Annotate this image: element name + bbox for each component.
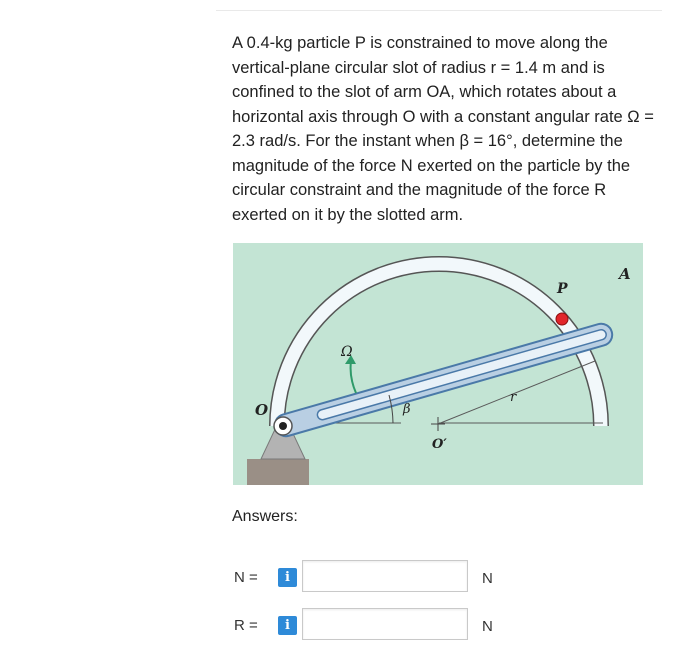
info-icon[interactable]: i	[278, 568, 297, 587]
answer-var-r: R =	[234, 617, 258, 634]
label-r: r	[510, 390, 517, 405]
ground-block	[247, 459, 309, 485]
omega-arrow	[351, 361, 356, 393]
answer-var-n: N =	[234, 569, 258, 586]
arm-slot	[316, 329, 607, 421]
problem-figure	[233, 243, 643, 485]
top-divider	[216, 10, 662, 11]
answer-unit-n: N	[482, 570, 493, 587]
label-omega: Ω	[341, 344, 353, 360]
slotted-arm	[272, 321, 615, 439]
answer-row-r	[232, 608, 672, 644]
answer-input-r[interactable]	[302, 608, 468, 640]
particle-p	[556, 313, 568, 325]
answer-unit-r: N	[482, 618, 493, 635]
answer-row-n	[232, 560, 672, 596]
label-o: O	[255, 401, 269, 419]
answer-input-n[interactable]	[302, 560, 468, 592]
problem-statement	[232, 31, 657, 227]
mechanism-diagram	[233, 243, 643, 485]
info-icon[interactable]: i	[278, 616, 297, 635]
problem-text: A 0.4-kg particle P is constrained to move along the vertical-plane circular slot of radius r = 1.4 m and is confined to the slot of arm OA, which rotates about a horizontal axis through O with a constant angular rate Ω = 2.3 rad/s. For the instant when β = 16°, determine the magnitude of the force N exerted on the particle by the circular constraint and the magnitude of the force R exerted on it by the slotted arm.	[232, 34, 654, 224]
label-p: P	[557, 281, 568, 297]
label-a: A	[619, 265, 631, 283]
label-beta: β	[403, 402, 411, 417]
pivot-center	[279, 422, 287, 430]
answers-heading: Answers:	[232, 508, 298, 525]
label-o-prime: O′	[432, 437, 447, 452]
